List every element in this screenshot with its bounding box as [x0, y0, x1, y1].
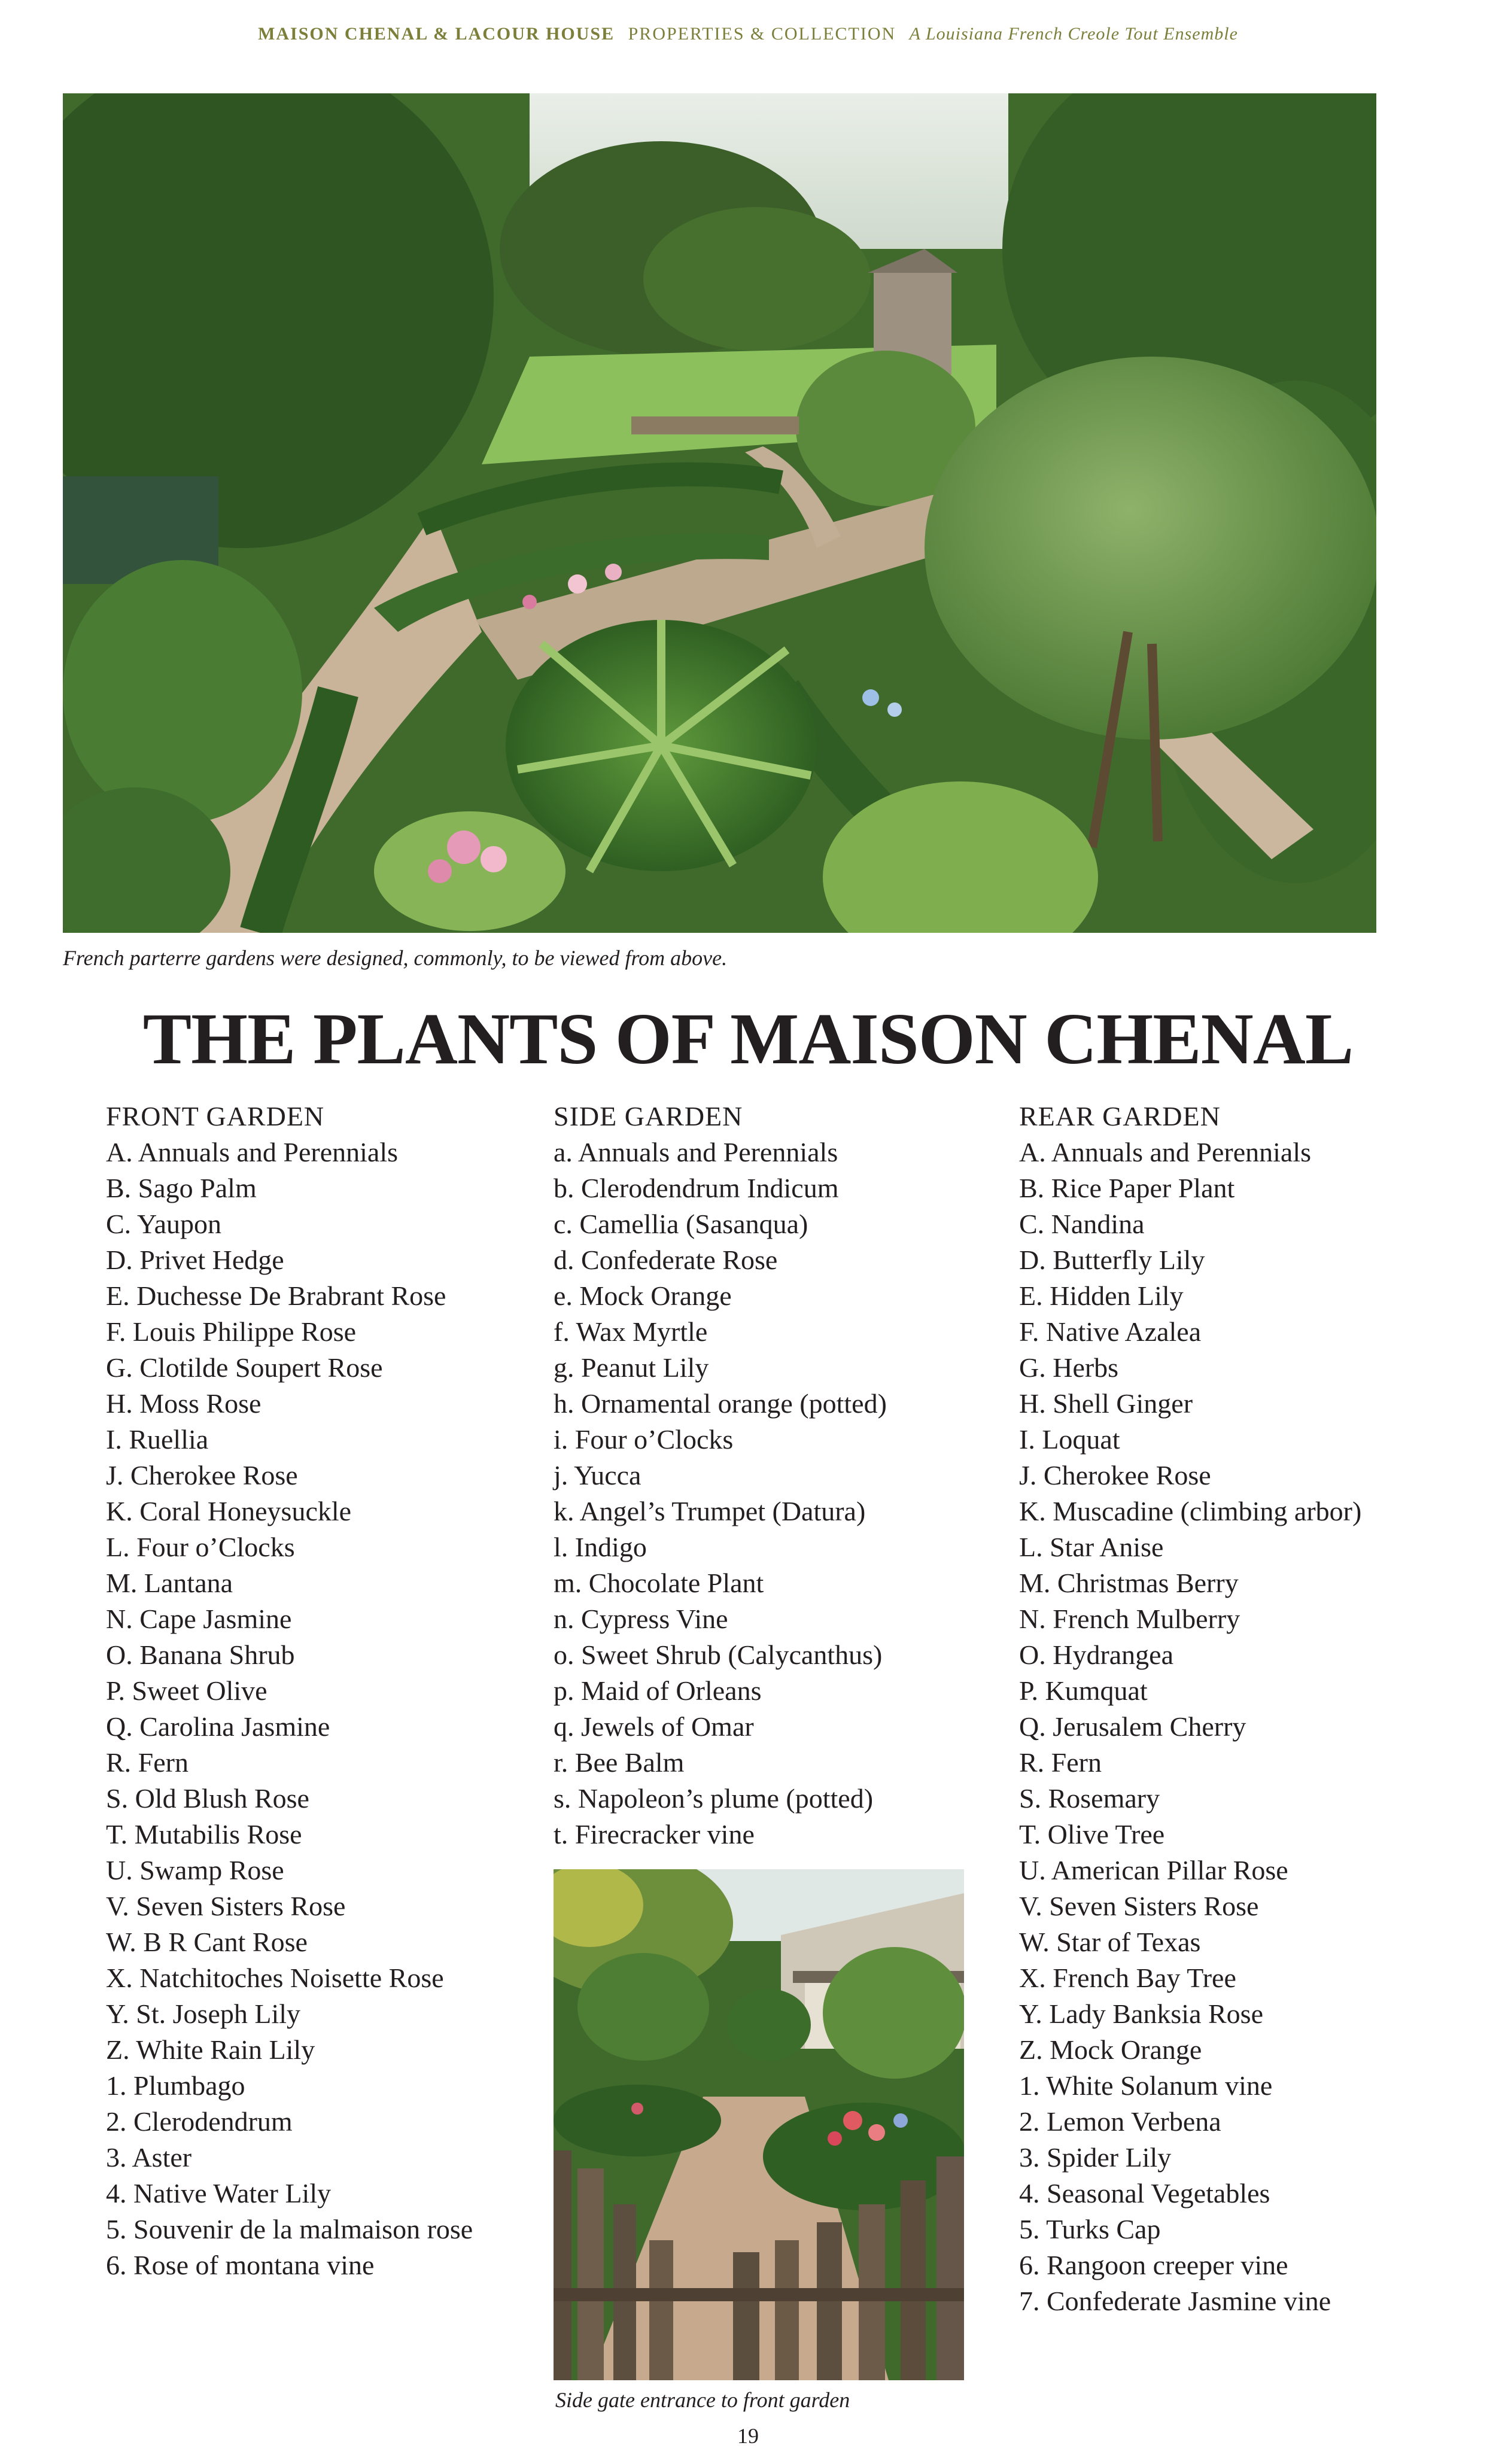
list-item: Q. Jerusalem Cherry	[1019, 1711, 1246, 1742]
list-item: b. Clerodendrum Indicum	[554, 1173, 839, 1203]
list-item: r. Bee Balm	[554, 1747, 685, 1778]
side-photo-caption: Side gate entrance to front garden	[555, 2388, 850, 2412]
page-title: THE PLANTS OF MAISON CHENAL	[142, 999, 1354, 1079]
list-item: 5. Souvenir de la malmaison rose	[106, 2214, 473, 2244]
list-item: a. Annuals and Perennials	[554, 1137, 838, 1167]
list-item: q. Jewels of Omar	[554, 1711, 754, 1742]
list-item: j. Yucca	[554, 1460, 641, 1490]
list-item: O. Banana Shrub	[106, 1639, 295, 1670]
list-item: B. Sago Palm	[106, 1173, 257, 1203]
list-item: Q. Carolina Jasmine	[106, 1711, 330, 1742]
list-item: c. Camellia (Sasanqua)	[554, 1209, 808, 1239]
list-item: 2. Clerodendrum	[106, 2106, 293, 2137]
list-item: X. Natchitoches Noisette Rose	[106, 1963, 444, 1993]
list-item: A. Annuals and Perennials	[106, 1137, 399, 1167]
front-garden-list	[106, 1134, 473, 2283]
list-item: T. Mutabilis Rose	[106, 1819, 302, 1849]
list-item: g. Peanut Lily	[554, 1352, 709, 1383]
list-item: N. French Mulberry	[1019, 1604, 1240, 1634]
running-head-tagline: A Louisiana French Creole Tout Ensemble	[909, 24, 1238, 44]
list-item: M. Lantana	[106, 1568, 233, 1598]
list-item: V. Seven Sisters Rose	[1019, 1891, 1259, 1921]
list-item: T. Olive Tree	[1019, 1819, 1165, 1849]
front-garden-column	[106, 1099, 473, 2283]
list-item: U. Swamp Rose	[106, 1855, 284, 1885]
rear-garden-list	[1019, 1134, 1361, 2319]
list-item: m. Chocolate Plant	[554, 1568, 764, 1598]
list-item: S. Rosemary	[1019, 1783, 1160, 1814]
list-item: K. Muscadine (climbing arbor)	[1019, 1496, 1362, 1526]
list-item: 1. White Solanum vine	[1019, 2070, 1273, 2101]
list-item: D. Butterfly Lily	[1019, 1245, 1205, 1275]
list-item: E. Hidden Lily	[1019, 1280, 1184, 1311]
list-item: Z. Mock Orange	[1019, 2034, 1202, 2065]
list-item: O. Hydrangea	[1019, 1639, 1174, 1670]
list-item: K. Coral Honeysuckle	[106, 1496, 352, 1526]
list-item: P. Kumquat	[1019, 1675, 1148, 1706]
list-item: W. B R Cant Rose	[106, 1927, 308, 1957]
running-head-section: PROPERTIES & COLLECTION	[628, 24, 896, 44]
list-item: N. Cape Jasmine	[106, 1604, 292, 1634]
list-item: G. Clotilde Soupert Rose	[106, 1352, 383, 1383]
list-item: t. Firecracker vine	[554, 1819, 755, 1849]
parterre-garden-photo	[63, 93, 1376, 933]
list-item: 4. Seasonal Vegetables	[1019, 2178, 1270, 2209]
list-item: o. Sweet Shrub (Calycanthus)	[554, 1639, 883, 1670]
parterre-garden-illustration	[63, 93, 1376, 933]
list-item: I. Ruellia	[106, 1424, 209, 1455]
list-item: M. Christmas Berry	[1019, 1568, 1239, 1598]
list-item: D. Privet Hedge	[106, 1245, 284, 1275]
list-item: 6. Rose of montana vine	[106, 2250, 375, 2280]
list-item: 3. Aster	[106, 2142, 192, 2173]
list-item: C. Nandina	[1019, 1209, 1145, 1239]
list-item: p. Maid of Orleans	[554, 1675, 762, 1706]
list-item: Z. White Rain Lily	[106, 2034, 315, 2065]
running-head-brand: MAISON CHENAL & LACOUR HOUSE	[258, 24, 615, 44]
side-garden-list	[554, 1134, 887, 1852]
rear-garden-heading: REAR GARDEN	[1019, 1101, 1221, 1131]
list-item: s. Napoleon’s plume (potted)	[554, 1783, 874, 1814]
list-item: d. Confederate Rose	[554, 1245, 778, 1275]
list-item: k. Angel’s Trumpet (Datura)	[554, 1496, 866, 1526]
side-garden-heading: SIDE GARDEN	[554, 1101, 743, 1131]
side-gate-illustration	[554, 1869, 964, 2380]
side-gate-photo	[554, 1869, 964, 2380]
main-photo-caption: French parterre gardens were designed, commonly, to be viewed from above.	[63, 946, 728, 970]
list-item: Y. St. Joseph Lily	[106, 1998, 301, 2029]
list-item: G. Herbs	[1019, 1352, 1119, 1383]
list-item: 2. Lemon Verbena	[1019, 2106, 1221, 2137]
list-item: C. Yaupon	[106, 1209, 222, 1239]
list-item: 5. Turks Cap	[1019, 2214, 1161, 2244]
list-item: i. Four o’Clocks	[554, 1424, 734, 1455]
list-item: X. French Bay Tree	[1019, 1963, 1236, 1993]
list-item: U. American Pillar Rose	[1019, 1855, 1288, 1885]
list-item: l. Indigo	[554, 1532, 647, 1562]
list-item: n. Cypress Vine	[554, 1604, 728, 1634]
list-item: R. Fern	[106, 1747, 188, 1778]
list-item: E. Duchesse De Brabrant Rose	[106, 1280, 446, 1311]
list-item: H. Moss Rose	[106, 1388, 262, 1419]
side-garden-column	[554, 1099, 887, 1852]
list-item: 7. Confederate Jasmine vine	[1019, 2286, 1331, 2316]
page-number: 19	[737, 2424, 759, 2448]
list-item: 6. Rangoon creeper vine	[1019, 2250, 1288, 2280]
list-item: J. Cherokee Rose	[106, 1460, 298, 1490]
list-item: A. Annuals and Perennials	[1019, 1137, 1312, 1167]
list-item: 4. Native Water Lily	[106, 2178, 332, 2209]
list-item: F. Native Azalea	[1019, 1316, 1202, 1347]
list-item: V. Seven Sisters Rose	[106, 1891, 346, 1921]
list-item: W. Star of Texas	[1019, 1927, 1201, 1957]
running-head	[0, 24, 1496, 44]
list-item: R. Fern	[1019, 1747, 1102, 1778]
list-item: H. Shell Ginger	[1019, 1388, 1193, 1419]
list-item: h. Ornamental orange (potted)	[554, 1388, 887, 1419]
list-item: e. Mock Orange	[554, 1280, 732, 1311]
list-item: P. Sweet Olive	[106, 1675, 267, 1706]
list-item: L. Four o’Clocks	[106, 1532, 295, 1562]
list-item: L. Star Anise	[1019, 1532, 1164, 1562]
list-item: F. Louis Philippe Rose	[106, 1316, 357, 1347]
list-item: Y. Lady Banksia Rose	[1019, 1998, 1264, 2029]
rear-garden-column	[1019, 1099, 1361, 2319]
list-item: f. Wax Myrtle	[554, 1316, 708, 1347]
list-item: S. Old Blush Rose	[106, 1783, 309, 1814]
list-item: 3. Spider Lily	[1019, 2142, 1172, 2173]
list-item: I. Loquat	[1019, 1424, 1120, 1455]
front-garden-heading: FRONT GARDEN	[106, 1101, 325, 1131]
list-item: 1. Plumbago	[106, 2070, 245, 2101]
list-item: J. Cherokee Rose	[1019, 1460, 1211, 1490]
list-item: B. Rice Paper Plant	[1019, 1173, 1235, 1203]
